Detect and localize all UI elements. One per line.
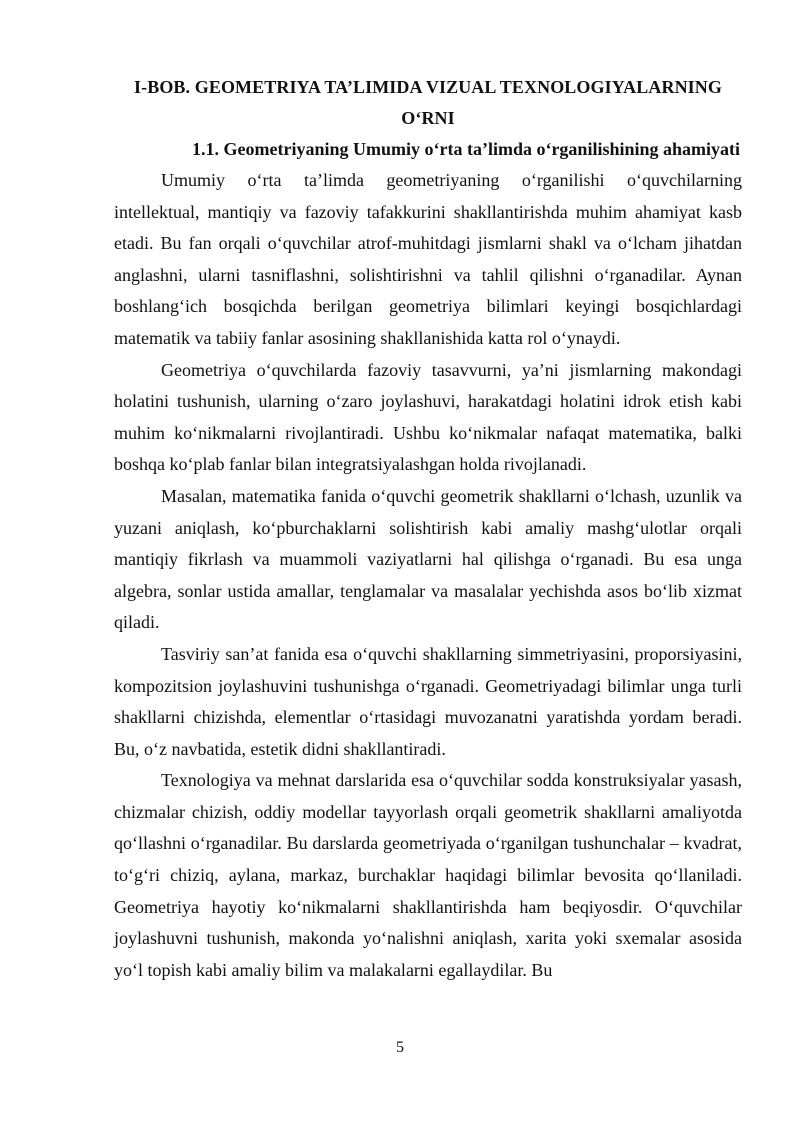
section-title: 1.1. Geometriyaning Umumiy o‘rta ta’limda o‘rganilishining ahamiyati	[192, 139, 740, 159]
paragraph: Tasviriy san’at fanida esa o‘quvchi shakllarning simmetriyasini, proporsiyasini, kompozitsion joylashuvini tushunishga o‘rganadi. Geometriyadagi bilimlar unga turli shakllarni chizishda, elementlar o‘rtasidagi muvozanatni yaratishda yordam beradi. Bu, o‘z navbatida, estetik didni shakllantiradi.	[114, 643, 742, 759]
chapter-title-line-2: O‘RNI	[401, 108, 455, 128]
chapter-title-line-1: I-BOB. GEOMETRIYA TA’LIMIDA VIZUAL TEXNOLOGIYALARNING	[134, 77, 722, 97]
page-number: 5	[396, 1039, 404, 1056]
paragraph: Geometriya o‘quvchilarda fazoviy tasavvurni, ya’ni jismlarning makondagi holatini tushunish, ularning o‘zaro joylashuvi, harakatdagi holatini idrok etish kabi muhim ko‘nikmalarni rivojlantiradi. Ushbu ko‘nikmalar nafaqat matematika, balki boshqa ko‘plab fanlar bilan integratsiyalashgan holda rivojlanadi.	[114, 359, 742, 475]
document-page	[114, 72, 742, 986]
paragraph: Masalan, matematika fanida o‘quvchi geometrik shakllarni o‘lchash, uzunlik va yuzani aniqlash, ko‘pburchaklarni solishtirish kabi amaliy mashg‘ulotlar orqali mantiqiy fikrlash va muammoli vaziyatlarni hal qilishga o‘rganadi. Bu esa unga algebra, sonlar ustida amallar, tenglamalar va masalalar yechishda asos bo‘lib xizmat qiladi.	[114, 485, 742, 633]
paragraph: Texnologiya va mehnat darslarida esa o‘quvchilar sodda konstruksiyalar yasash, chizmalar chizish, oddiy modellar tayyorlash orqali geometrik shakllarni amaliyotda qo‘llashni o‘rganadilar. Bu darslarda geometriyada o‘rganilgan tushunchalar – kvadrat, to‘g‘ri chiziq, aylana, markaz, burchaklar haqidagi bilimlar bevosita qo‘llaniladi. Geometriya hayotiy ko‘nikmalarni shakllantirishda ham beqiyosdir. O‘quvchilar joylashuvni tushunish, makonda yo‘nalishni aniqlash, xarita yoki sxemalar asosida yo‘l topish kabi amaliy bilim va malakalarni egallaydilar. Bu	[114, 770, 742, 980]
paragraph: Umumiy o‘rta ta’limda geometriyaning o‘rganilishi o‘quvchilarning intellektual, mantiqiy va fazoviy tafakkurini shakllantirishda muhim ahamiyat kasb etadi. Bu fan orqali o‘quvchilar atrof-muhitdagi jismlarni shakl va o‘lcham jihatdan anglashni, ularni tasniflashni, solishtirishni va tahlil qilishni o‘rganadilar. Aynan boshlang‘ich bosqichda berilgan geometriya bilimlari keyingi bosqichlardagi matematik va tabiiy fanlar asosining shakllanishida katta rol o‘ynaydi.	[114, 170, 742, 348]
